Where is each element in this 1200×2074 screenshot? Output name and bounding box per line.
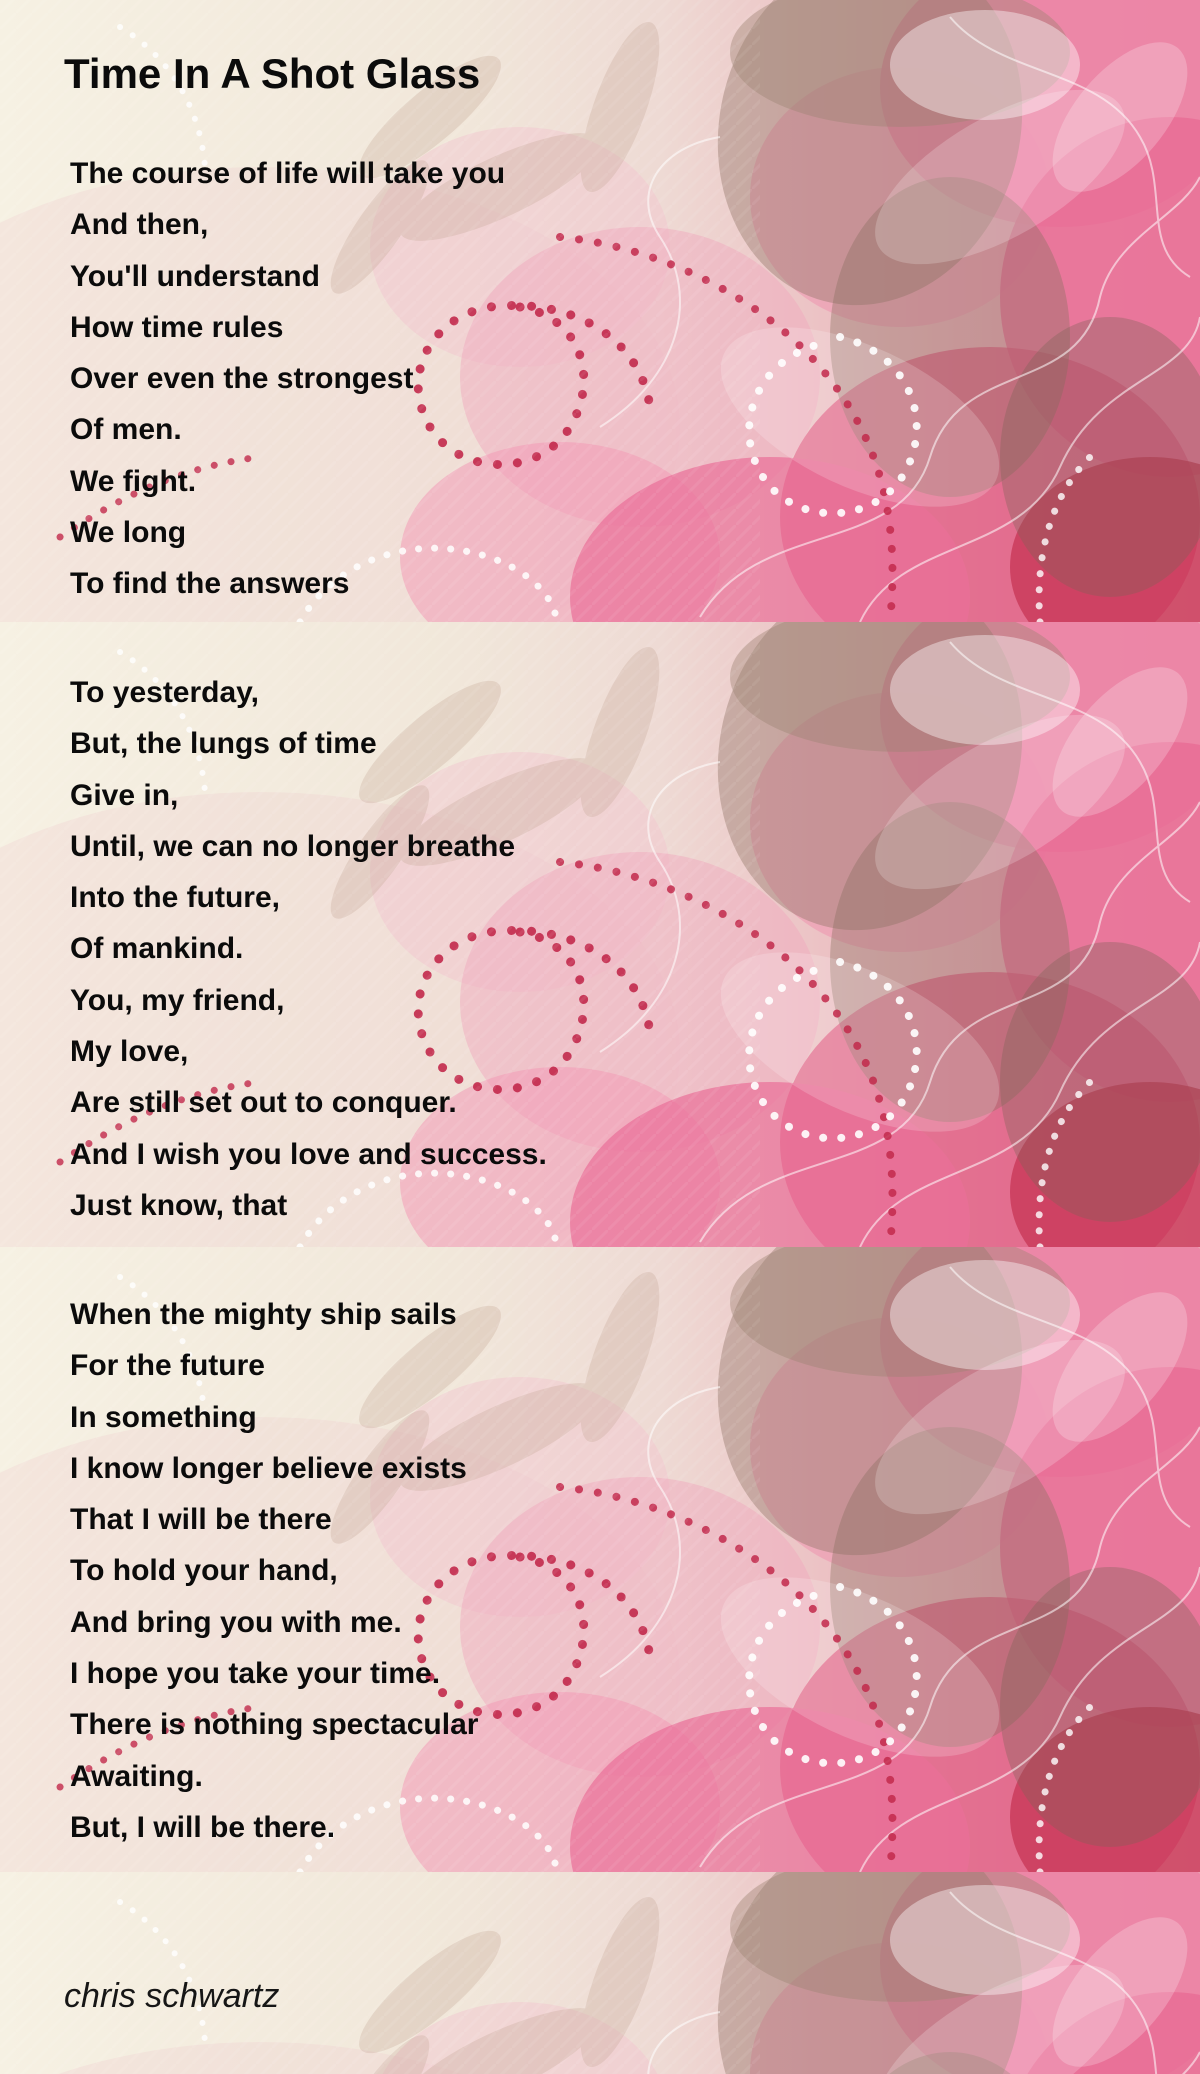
poem-line: The course of life will take you bbox=[70, 157, 506, 190]
poem-line: I know longer believe exists bbox=[70, 1451, 467, 1485]
poem-line: And then, bbox=[70, 208, 209, 242]
poem-line: Until, we can no longer breathe bbox=[70, 829, 516, 863]
poem-line: We fight. bbox=[70, 464, 197, 498]
poem-stanza-3 bbox=[70, 1289, 478, 1853]
poem-stanza-2 bbox=[70, 667, 547, 1231]
poem-line: We long bbox=[70, 516, 187, 550]
poem-line: To hold your hand, bbox=[70, 1554, 338, 1588]
poem-line: Awaiting. bbox=[70, 1759, 203, 1793]
poem-line: How time rules bbox=[70, 310, 284, 344]
poem-line: Are still set out to conquer. bbox=[70, 1086, 457, 1120]
poem-line: Of mankind. bbox=[70, 932, 244, 966]
poem-stanza-1 bbox=[70, 148, 505, 610]
poem-line: Of men. bbox=[70, 413, 182, 447]
poem-line: To yesterday, bbox=[70, 676, 259, 709]
poem-line: Over even the strongest bbox=[70, 362, 414, 396]
poem-line: And I wish you love and success. bbox=[70, 1137, 547, 1171]
poem-line: In something bbox=[70, 1400, 257, 1434]
poem-line: For the future bbox=[70, 1349, 265, 1383]
poem-line: You, my friend, bbox=[70, 983, 285, 1017]
poem-line: But, I will be there. bbox=[70, 1810, 336, 1844]
poem-line: Just know, that bbox=[70, 1188, 288, 1222]
poem-line: To find the answers bbox=[70, 567, 350, 601]
poem-line: I hope you take your time. bbox=[70, 1657, 441, 1691]
poem-line: That I will be there bbox=[70, 1503, 332, 1537]
poem-line: My love, bbox=[70, 1035, 189, 1069]
poem-line: When the mighty ship sails bbox=[70, 1298, 457, 1331]
poem-line: Give in, bbox=[70, 778, 179, 812]
poem-title: Time In A Shot Glass bbox=[64, 50, 481, 97]
poem-line: Into the future, bbox=[70, 881, 280, 915]
poem-line: You'll understand bbox=[70, 259, 320, 293]
poem-line: But, the lungs of time bbox=[70, 727, 377, 761]
poem-line: There is nothing spectacular bbox=[70, 1708, 479, 1742]
poem-author: chris schwartz bbox=[64, 1977, 280, 2015]
poem-line: And bring you with me. bbox=[70, 1605, 402, 1639]
